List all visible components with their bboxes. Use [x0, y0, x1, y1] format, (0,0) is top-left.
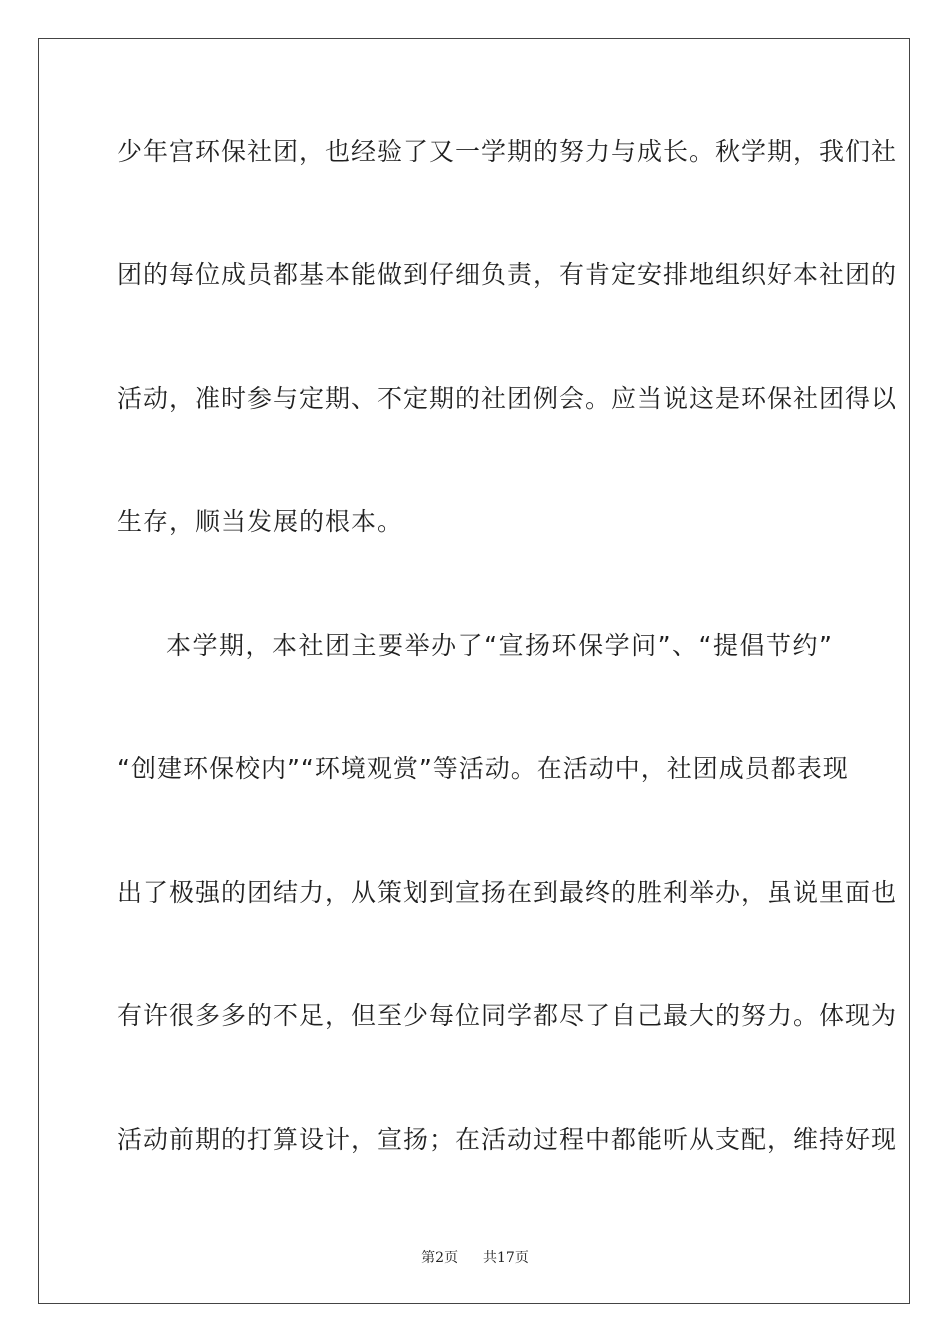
page-number: 第2页 — [421, 1250, 459, 1266]
paragraph-line: 生存，顺当发展的根本。 — [117, 507, 404, 536]
page-border — [38, 38, 910, 1304]
paragraph-line: 出了极强的团结力，从策划到宣扬在到最终的胜利举办，虽说里面也 — [117, 878, 898, 907]
paragraph-line: “创建环保校内”“环境观赏”等活动。在活动中，社团成员都表现 — [117, 754, 849, 783]
total-pages: 共17页 — [483, 1250, 529, 1266]
page-footer — [0, 1247, 950, 1267]
paragraph-line: 活动前期的打算设计，宣扬；在活动过程中都能听从支配，维持好现 — [117, 1125, 898, 1154]
paragraph-first-line: 本学期，本社团主要举办了“宣扬环保学问”、“提倡节约” — [166, 631, 833, 660]
paragraph-line: 有许很多多的不足，但至少每位同学都尽了自己最大的努力。体现为 — [117, 1001, 898, 1030]
paragraph-line: 少年宫环保社团，也经验了又一学期的努力与成长。秋学期，我们社 — [117, 137, 898, 166]
paragraph-line: 团的每位成员都基本能做到仔细负责，有肯定安排地组织好本社团的 — [117, 260, 898, 289]
paragraph-line: 活动，准时参与定期、不定期的社团例会。应当说这是环保社团得以 — [117, 384, 898, 413]
